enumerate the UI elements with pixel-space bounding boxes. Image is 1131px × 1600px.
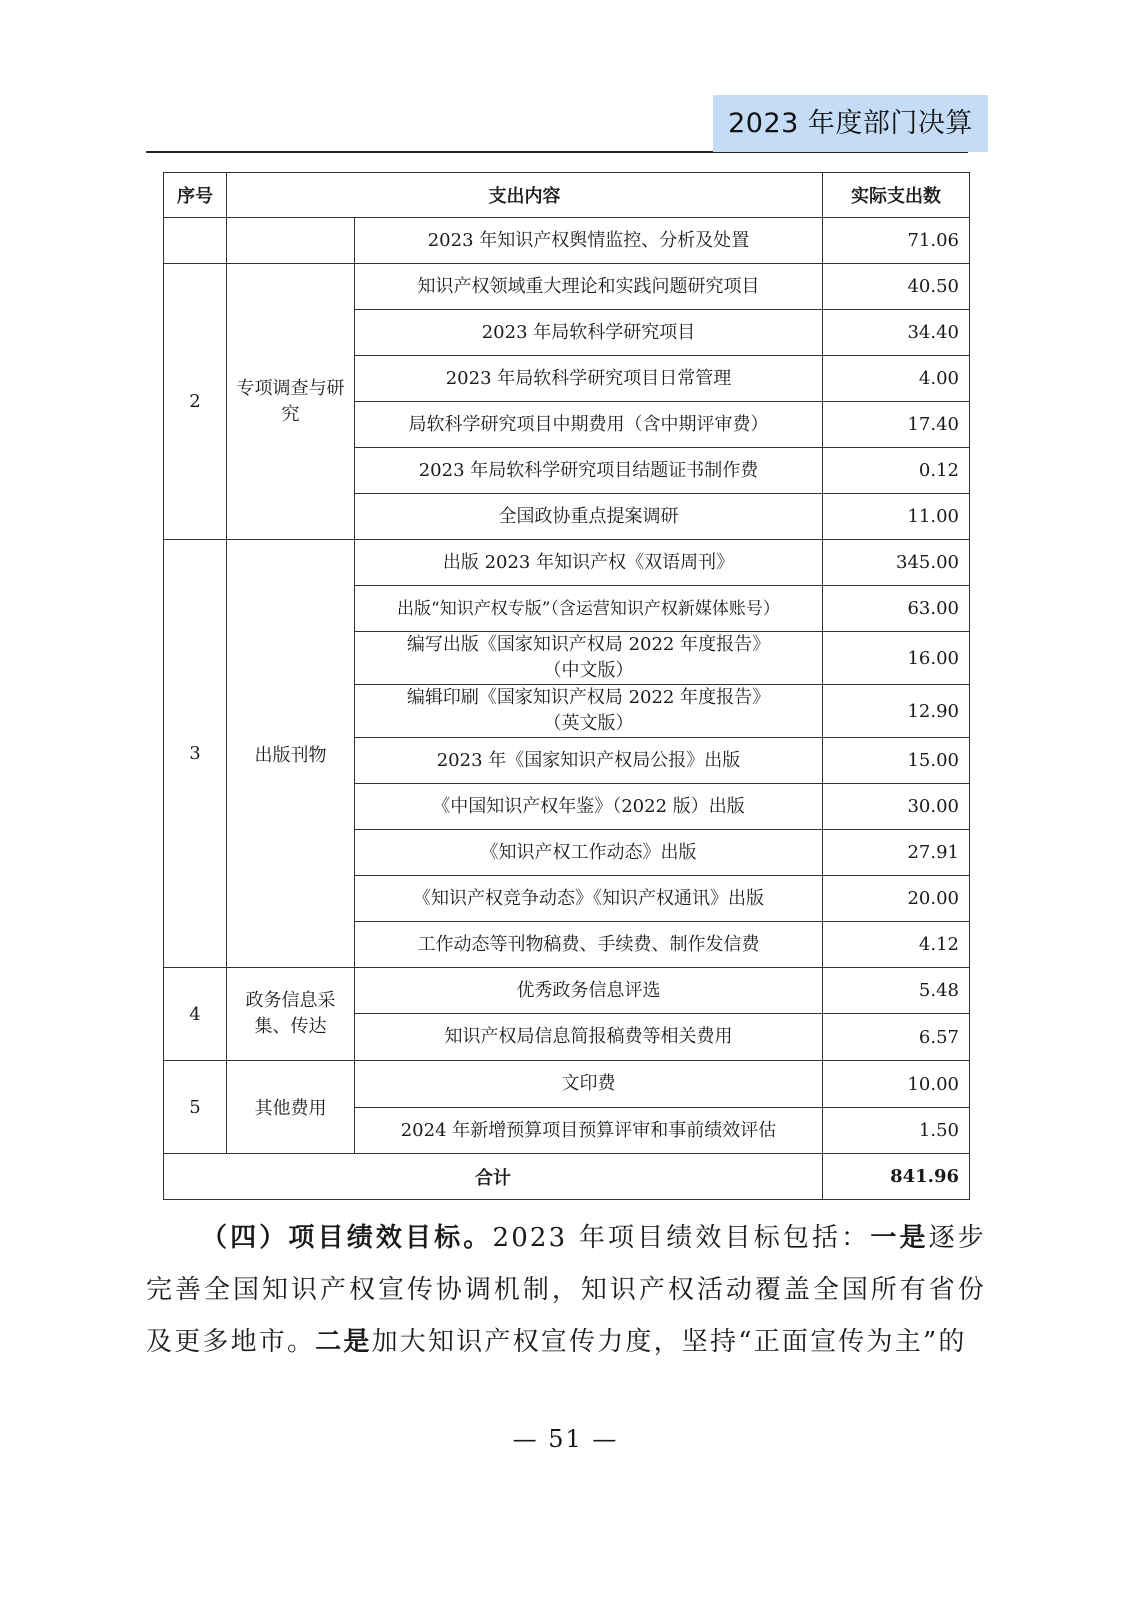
amount-cell: 17.40 (823, 402, 970, 448)
amount-cell: 40.50 (823, 264, 970, 310)
section-heading: （四）项目绩效目标。 (200, 1223, 493, 1253)
item-cell: 出版“知识产权专版”（含运营知识产权新媒体账号） (355, 586, 823, 632)
document-header-title: 2023 年度部门决算 (713, 95, 988, 152)
amount-cell: 5.48 (823, 968, 970, 1014)
item-cell: 全国政协重点提案调研 (355, 494, 823, 540)
item-cell: 工作动态等刊物稿费、手续费、制作发信费 (355, 922, 823, 968)
table-header-row (164, 173, 970, 218)
paragraph-text: 加大知识产权宣传力度，坚持“正面宣传为主”的 (371, 1327, 967, 1357)
amount-cell: 12.90 (823, 685, 970, 738)
table-row (164, 968, 970, 1014)
item-cell: 优秀政务信息评选 (355, 968, 823, 1014)
seq-cell: 2 (164, 264, 227, 540)
item-cell: 2023 年局软科学研究项目 (355, 310, 823, 356)
item-cell: 《知识产权竞争动态》《知识产权通讯》出版 (355, 876, 823, 922)
item-cell: 《中国知识产权年鉴》（2022 版）出版 (355, 784, 823, 830)
item-cell: 知识产权领域重大理论和实践问题研究项目 (355, 264, 823, 310)
seq-cell: 4 (164, 968, 227, 1061)
point-two-marker: 二是 (315, 1327, 372, 1357)
total-label: 合计 (164, 1154, 823, 1200)
item-cell: 2023 年知识产权舆情监控、分析及处置 (355, 218, 823, 264)
amount-cell: 71.06 (823, 218, 970, 264)
amount-cell: 15.00 (823, 738, 970, 784)
seq-cell (164, 218, 227, 264)
category-cell: 政务信息采集、传达 (227, 968, 355, 1061)
category-cell: 出版刊物 (227, 540, 355, 968)
amount-cell: 4.12 (823, 922, 970, 968)
amount-cell: 0.12 (823, 448, 970, 494)
expenditure-table (163, 172, 970, 1200)
paragraph-text: 2023 年项目绩效目标包括： (492, 1223, 871, 1253)
seq-cell: 5 (164, 1061, 227, 1154)
page-number: — 51 — (512, 1425, 619, 1453)
table-row (164, 264, 970, 310)
category-cell: 专项调查与研究 (227, 264, 355, 540)
amount-cell: 34.40 (823, 310, 970, 356)
item-cell: 《知识产权工作动态》出版 (355, 830, 823, 876)
item-cell: 编写出版《国家知识产权局 2022 年度报告》（中文版） (355, 632, 823, 685)
total-amount: 841.96 (823, 1154, 970, 1200)
table-row (164, 540, 970, 586)
amount-cell: 20.00 (823, 876, 970, 922)
amount-cell: 6.57 (823, 1014, 970, 1061)
category-cell: 其他费用 (227, 1061, 355, 1154)
header-amount: 实际支出数 (823, 173, 970, 218)
item-cell: 文印费 (355, 1061, 823, 1108)
table-row (164, 218, 970, 264)
paragraph-text: 逐步完善全国知识产权宣传协调机制，知识产权活动覆盖全国所有省份及更多地市。 (146, 1223, 987, 1357)
amount-cell: 16.00 (823, 632, 970, 685)
header-content: 支出内容 (227, 173, 823, 218)
amount-cell: 10.00 (823, 1061, 970, 1108)
item-cell: 2023 年《国家知识产权局公报》出版 (355, 738, 823, 784)
total-row (164, 1154, 970, 1200)
category-cell (227, 218, 355, 264)
amount-cell: 4.00 (823, 356, 970, 402)
item-cell: 2023 年局软科学研究项目结题证书制作费 (355, 448, 823, 494)
item-cell: 出版 2023 年知识产权《双语周刊》 (355, 540, 823, 586)
amount-cell: 345.00 (823, 540, 970, 586)
table-row (164, 1061, 970, 1108)
item-cell: 2023 年局软科学研究项目日常管理 (355, 356, 823, 402)
item-cell: 知识产权局信息简报稿费等相关费用 (355, 1014, 823, 1061)
item-cell: 2024 年新增预算项目预算评审和事前绩效评估 (355, 1108, 823, 1154)
point-one-marker: 一是 (870, 1223, 929, 1253)
amount-cell: 30.00 (823, 784, 970, 830)
item-cell: 局软科学研究项目中期费用（含中期评审费） (355, 402, 823, 448)
amount-cell: 11.00 (823, 494, 970, 540)
amount-cell: 27.91 (823, 830, 970, 876)
seq-cell: 3 (164, 540, 227, 968)
performance-goal-paragraph (146, 1212, 986, 1368)
amount-cell: 1.50 (823, 1108, 970, 1154)
item-cell: 编辑印刷《国家知识产权局 2022 年度报告》（英文版） (355, 685, 823, 738)
amount-cell: 63.00 (823, 586, 970, 632)
header-seq: 序号 (164, 173, 227, 218)
